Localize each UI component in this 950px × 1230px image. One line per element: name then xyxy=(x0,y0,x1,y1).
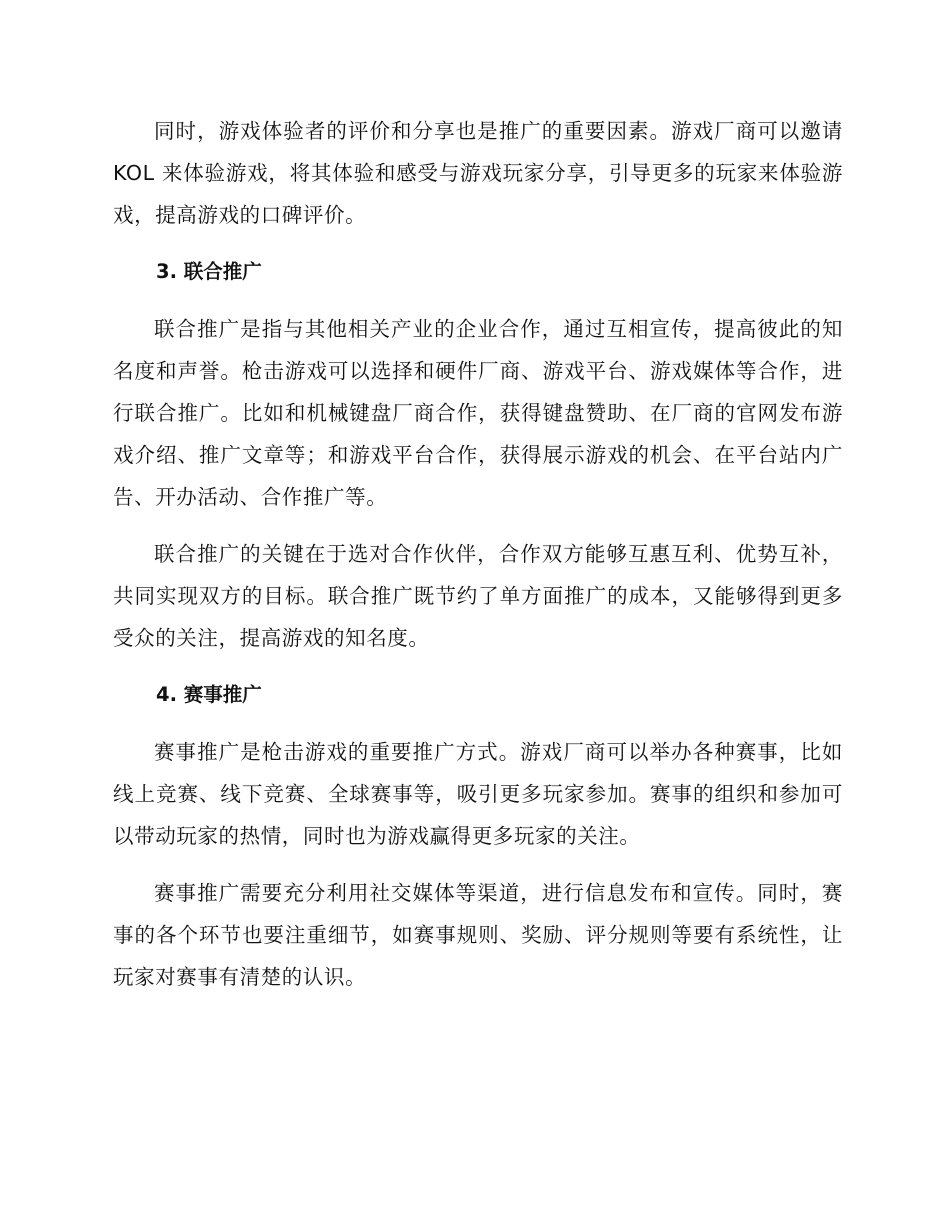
paragraph-kol-review: 同时，游戏体验者的评价和分享也是推广的重要因素。游戏厂商可以邀请 KOL 来体验游戏，将其体验和感受与游戏玩家分享，引导更多的玩家来体验游戏，提高游戏的口碑评价。 xyxy=(113,119,843,227)
section-heading-joint-promotion: 3. 联合推广 xyxy=(156,260,262,283)
spacer xyxy=(113,857,843,872)
paragraph-event-promotion-definition: 赛事推广是枪击游戏的重要推广方式。游戏厂商可以举办各种赛事，比如线上竞赛、线下竞赛、全球赛事等，吸引更多玩家参加。赛事的组织和参加可以带动玩家的热情，同时也为游戏赢得更多玩家的关注。 xyxy=(113,740,843,848)
spacer xyxy=(113,518,843,533)
spacer xyxy=(113,716,843,731)
paragraph-event-promotion-channels: 赛事推广需要充分利用社交媒体等渠道，进行信息发布和宣传。同时，赛事的各个环节也要注重细节，如赛事规则、奖励、评分规则等要有系统性，让玩家对赛事有清楚的认识。 xyxy=(113,881,843,989)
spacer xyxy=(113,659,843,674)
spacer xyxy=(113,293,843,308)
document-body xyxy=(113,110,843,998)
spacer xyxy=(113,236,843,251)
paragraph-joint-promotion-definition: 联合推广是指与其他相关产业的企业合作，通过互相宣传，提高彼此的知名度和声誉。枪击游戏可以选择和硬件厂商、游戏平台、游戏媒体等合作，进行联合推广。比如和机械键盘厂商合作，获得键盘赞助、在厂商的官网发布游戏介绍、推广文章等；和游戏平台合作，获得展示游戏的机会、在平台站内广告、开办活动、合作推广等。 xyxy=(113,317,843,509)
section-heading-event-promotion: 4. 赛事推广 xyxy=(156,683,262,706)
paragraph-joint-promotion-key: 联合推广的关键在于选对合作伙伴，合作双方能够互惠互利、优势互补，共同实现双方的目标。联合推广既节约了单方面推广的成本，又能够得到更多受众的关注，提高游戏的知名度。 xyxy=(113,542,843,650)
